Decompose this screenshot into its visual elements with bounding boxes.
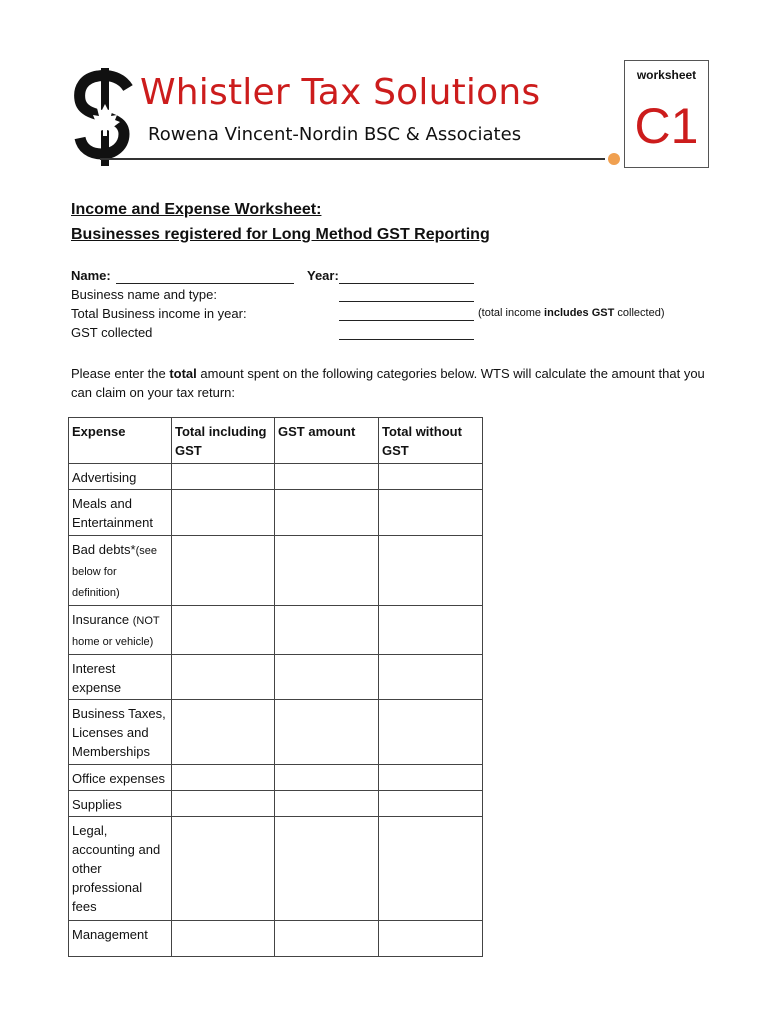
total-without-gst-cell[interactable] [379, 700, 483, 765]
brand-subtitle: Rowena Vincent-Nordin BSC & Associates [148, 124, 522, 145]
table-row [69, 921, 483, 957]
income-note-bold: includes GST [544, 307, 615, 319]
header-total-including-gst: Total including GST [172, 418, 275, 464]
income-note-prefix: (total income [478, 307, 541, 319]
row-label [69, 464, 172, 490]
name-field[interactable] [116, 283, 294, 284]
gst-amount-cell[interactable] [275, 791, 379, 817]
row-note: (NOT home or vehicle) [72, 615, 160, 648]
table-row [69, 791, 483, 817]
gst-amount-cell[interactable] [275, 490, 379, 536]
gst-field[interactable] [339, 339, 474, 340]
row-label [69, 765, 172, 791]
worksheet-code: C1 [634, 98, 699, 154]
row-note: (see below for definition) [72, 545, 158, 599]
row-label-text: Management [72, 927, 148, 942]
dollar-maple-leaf-icon [74, 68, 136, 166]
year-field[interactable] [339, 283, 474, 284]
gst-amount-cell[interactable] [275, 817, 379, 921]
instructions-pre: Please enter the [71, 366, 166, 381]
instructions-post: amount spent on the following categories below. WTS will calculate the amount that you can claim on your tax return: [71, 366, 705, 400]
gst-amount-cell[interactable] [275, 921, 379, 957]
gst-amount-cell[interactable] [275, 606, 379, 655]
header-gst-amount: GST amount [275, 418, 379, 464]
row-label [69, 655, 172, 700]
row-label-text: Insurance [72, 612, 130, 627]
income-note [478, 307, 664, 319]
header-expense: Expense [69, 418, 172, 464]
total-including-gst-cell[interactable] [172, 765, 275, 791]
table-row [69, 606, 483, 655]
total-without-gst-cell[interactable] [379, 536, 483, 606]
total-without-gst-cell[interactable] [379, 765, 483, 791]
total-including-gst-cell[interactable] [172, 791, 275, 817]
worksheet-label: worksheet [636, 68, 697, 82]
instructions [71, 364, 711, 402]
brand-divider [100, 153, 628, 165]
gst-label: GST collected [71, 325, 153, 340]
gst-amount-cell[interactable] [275, 765, 379, 791]
row-label [69, 791, 172, 817]
page-subtitle: Businesses registered for Long Method GST Reporting [71, 226, 490, 243]
total-including-gst-cell[interactable] [172, 490, 275, 536]
total-without-gst-cell[interactable] [379, 464, 483, 490]
expense-table [68, 417, 483, 957]
row-label [69, 606, 172, 655]
gst-amount-cell[interactable] [275, 700, 379, 765]
total-including-gst-cell[interactable] [172, 921, 275, 957]
row-label-text: Office expenses [72, 771, 165, 786]
row-label-text: Business Taxes, Licenses and Memberships [72, 706, 166, 759]
total-including-gst-cell[interactable] [172, 700, 275, 765]
brand-name: Whistler Tax Solutions [140, 72, 541, 113]
total-including-gst-cell[interactable] [172, 606, 275, 655]
row-label-text: Meals and Entertainment [72, 496, 153, 530]
income-label: Total Business income in year: [71, 306, 247, 321]
total-without-gst-cell[interactable] [379, 817, 483, 921]
income-field[interactable] [339, 320, 474, 321]
page-title: Income and Expense Worksheet: [71, 201, 322, 218]
table-row [69, 700, 483, 765]
total-including-gst-cell[interactable] [172, 536, 275, 606]
table-row [69, 655, 483, 700]
row-label [69, 490, 172, 536]
row-label-text: Interest expense [72, 661, 122, 695]
gst-amount-cell[interactable] [275, 655, 379, 700]
gst-amount-cell[interactable] [275, 464, 379, 490]
header-total-without-gst: Total without GST [379, 418, 483, 464]
total-without-gst-cell[interactable] [379, 791, 483, 817]
gst-amount-cell[interactable] [275, 536, 379, 606]
year-label: Year: [307, 268, 339, 283]
table-row [69, 765, 483, 791]
total-without-gst-cell[interactable] [379, 606, 483, 655]
row-label [69, 536, 172, 606]
total-without-gst-cell[interactable] [379, 655, 483, 700]
table-header-row [69, 418, 483, 464]
total-without-gst-cell[interactable] [379, 490, 483, 536]
table-row [69, 464, 483, 490]
row-label-text: Bad debts* [72, 542, 136, 557]
row-label-text: Legal, accounting and other professional fees [72, 823, 161, 914]
total-without-gst-cell[interactable] [379, 921, 483, 957]
table-row [69, 817, 483, 921]
row-label-text: Supplies [72, 797, 122, 812]
instructions-bold: total [169, 366, 197, 381]
table-row [69, 536, 483, 606]
row-label [69, 700, 172, 765]
row-label [69, 817, 172, 921]
row-label [69, 921, 172, 957]
total-including-gst-cell[interactable] [172, 817, 275, 921]
table-row [69, 490, 483, 536]
row-label-text: Advertising [72, 470, 137, 485]
total-including-gst-cell[interactable] [172, 655, 275, 700]
name-label: Name: [71, 268, 111, 283]
total-including-gst-cell[interactable] [172, 464, 275, 490]
worksheet-badge [624, 60, 709, 168]
business-field[interactable] [339, 301, 474, 302]
business-label: Business name and type: [71, 287, 217, 302]
income-note-suffix: collected) [617, 307, 665, 319]
